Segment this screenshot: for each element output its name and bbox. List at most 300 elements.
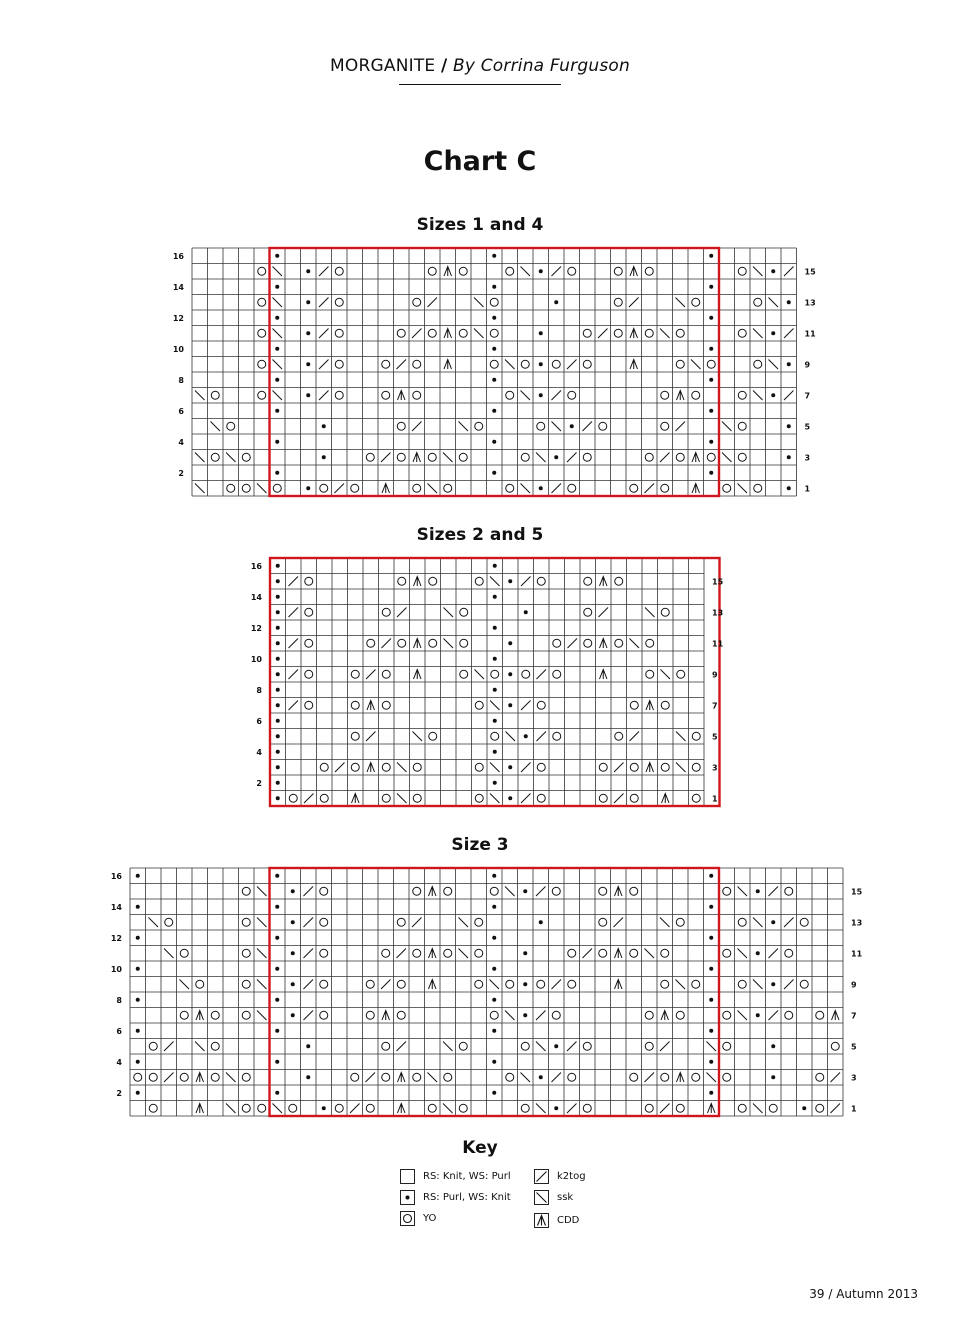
purl-stitch: [756, 1013, 760, 1017]
yo-stitch: [661, 608, 669, 616]
yo-stitch: [429, 639, 437, 647]
purl-stitch: [136, 1060, 140, 1064]
purl-stitch: [771, 920, 775, 924]
row-number-right: 1: [851, 1104, 857, 1114]
k2tog-stitch: [537, 732, 547, 742]
ssk-stitch: [149, 918, 159, 928]
purl-stitch: [275, 998, 279, 1002]
purl-stitch: [523, 951, 527, 955]
k2tog-stitch: [412, 329, 422, 339]
row-number-right: 5: [804, 422, 811, 432]
purl-stitch: [508, 641, 512, 645]
ssk-stitch: [490, 794, 500, 804]
purl-stitch: [276, 703, 280, 707]
yo-stitch: [242, 453, 250, 461]
purl-stitch: [493, 657, 497, 661]
purl-stitch: [276, 657, 280, 661]
ssk-stitch: [661, 670, 671, 680]
yo-stitch: [351, 1073, 359, 1081]
k2tog-stitch: [521, 701, 531, 711]
yo-stitch: [661, 391, 669, 399]
k2tog-stitch: [614, 794, 624, 804]
yo-stitch: [444, 887, 452, 895]
purl-stitch: [787, 424, 791, 428]
row-number-left: 8: [178, 375, 184, 385]
k2tog-stitch: [552, 1073, 562, 1083]
cdd-stitch: [382, 484, 390, 494]
cdd-stitch: [662, 794, 670, 804]
k2tog-stitch: [831, 1104, 841, 1114]
cdd-stitch: [413, 453, 421, 463]
ssk-stitch: [506, 732, 516, 742]
yo-stitch: [320, 918, 328, 926]
k2tog-stitch: [366, 670, 376, 680]
cdd-stitch: [444, 360, 452, 370]
yo-stitch: [521, 453, 529, 461]
ssk-stitch: [397, 763, 407, 773]
purl-stitch: [276, 564, 280, 568]
yo-stitch: [165, 918, 173, 926]
yo-stitch: [305, 577, 313, 585]
ssk-stitch: [753, 267, 763, 277]
cdd-stitch: [646, 701, 654, 711]
key-item-ssk: [534, 1189, 573, 1205]
yo-stitch: [149, 1042, 157, 1050]
yo-stitch: [460, 639, 468, 647]
purl-stitch: [709, 285, 713, 289]
purl-stitch: [275, 471, 279, 475]
k2tog-stitch: [304, 980, 314, 990]
key-item-knit: [400, 1168, 511, 1184]
purl-stitch: [136, 998, 140, 1002]
k2tog-stitch: [552, 267, 562, 277]
yo-stitch: [552, 360, 560, 368]
cdd-stitch: [692, 484, 700, 494]
yo-stitch: [645, 1042, 653, 1050]
yo-stitch: [614, 298, 622, 306]
purl-stitch: [554, 300, 558, 304]
purl-stitch: [492, 409, 496, 413]
purl-stitch: [802, 1106, 806, 1110]
purl-stitch: [276, 626, 280, 630]
row-number-left: 16: [250, 561, 262, 571]
yo-stitch: [413, 794, 421, 802]
purl-stitch: [276, 750, 280, 754]
yo-stitch: [413, 391, 421, 399]
issue-name: Autumn 2013: [836, 1287, 918, 1301]
yo-stitch: [553, 639, 561, 647]
yo-stitch: [351, 763, 359, 771]
yo-stitch: [397, 918, 405, 926]
purl-stitch: [771, 1075, 775, 1079]
purl-stitch: [275, 936, 279, 940]
purl-stitch: [492, 285, 496, 289]
row-number-right: 11: [851, 949, 863, 959]
cdd-stitch: [444, 267, 452, 277]
yo-stitch: [320, 763, 328, 771]
yo-stitch: [366, 1104, 374, 1112]
purl-stitch: [771, 331, 775, 335]
yo-stitch: [305, 639, 313, 647]
purl-stitch: [492, 440, 496, 444]
purl-stitch: [756, 889, 760, 893]
cdd-stitch: [630, 360, 638, 370]
ssk-stitch: [443, 1104, 453, 1114]
yo-stitch: [366, 1011, 374, 1019]
header-divider: [399, 84, 561, 85]
k2tog-stitch: [521, 794, 531, 804]
ssk-stitch: [676, 732, 686, 742]
cdd-stitch: [414, 577, 422, 587]
purl-stitch: [570, 424, 574, 428]
yo-stitch: [320, 1011, 328, 1019]
row-number-left: 10: [110, 964, 122, 974]
yo-stitch: [397, 422, 405, 430]
ssk-stitch: [769, 298, 779, 308]
k2tog-stitch: [304, 1011, 314, 1021]
k2tog-stitch: [567, 453, 577, 463]
k2tog-stitch: [319, 360, 329, 370]
k2tog-stitch: [412, 422, 422, 432]
yo-stitch: [723, 949, 731, 957]
purl-stitch: [136, 936, 140, 940]
yo-stitch: [305, 608, 313, 616]
ssk-stitch: [536, 1104, 546, 1114]
ssk-stitch: [443, 453, 453, 463]
yo-stitch: [459, 1042, 467, 1050]
k2tog-stitch: [567, 360, 577, 370]
yo-stitch: [211, 453, 219, 461]
ssk-stitch: [273, 391, 283, 401]
yo-stitch: [661, 949, 669, 957]
k2tog-stitch: [583, 422, 593, 432]
purl-stitch: [771, 269, 775, 273]
cdd-stitch: [196, 1011, 204, 1021]
row-number-right: 7: [851, 1011, 857, 1021]
yo-stitch: [227, 422, 235, 430]
dot-icon: [400, 1190, 415, 1205]
yo-stitch: [444, 1073, 452, 1081]
ssk-stitch: [273, 360, 283, 370]
k2tog-stitch: [784, 918, 794, 928]
purl-stitch: [275, 874, 279, 878]
ssk-stitch: [180, 980, 190, 990]
k2tog-stitch: [289, 577, 299, 587]
yo-stitch: [475, 949, 483, 957]
yo-stitch: [676, 918, 684, 926]
purl-stitch: [709, 1091, 713, 1095]
yo-stitch: [382, 360, 390, 368]
yo-stitch: [490, 887, 498, 895]
row-number-left: 16: [110, 871, 122, 881]
yo-stitch: [645, 1011, 653, 1019]
cdd-stitch: [708, 1104, 716, 1114]
page-footer: [809, 1287, 918, 1301]
purl-stitch: [554, 455, 558, 459]
yo-stitch: [816, 1011, 824, 1019]
purl-stitch: [291, 920, 295, 924]
yo-stitch: [521, 360, 529, 368]
cdd-stitch: [429, 887, 437, 897]
k2tog-stitch: [304, 794, 314, 804]
ssk-stitch: [738, 484, 748, 494]
purl-stitch: [275, 440, 279, 444]
cdd-stitch: [615, 887, 623, 897]
row-number-left: 12: [110, 933, 122, 943]
k2tog-stitch: [567, 1104, 577, 1114]
yo-stitch: [568, 484, 576, 492]
yo-stitch: [475, 577, 483, 585]
yo-stitch: [661, 763, 669, 771]
ssk-stitch: [397, 794, 407, 804]
yo-stitch: [583, 453, 591, 461]
yo-stitch: [351, 670, 359, 678]
k2tog-stitch: [289, 701, 299, 711]
purl-stitch: [492, 905, 496, 909]
row-number-left: 12: [172, 313, 184, 323]
yo-stitch: [382, 763, 390, 771]
ssk-stitch: [505, 887, 515, 897]
yo-stitch: [242, 484, 250, 492]
yo-stitch: [615, 732, 623, 740]
yo-stitch: [646, 670, 654, 678]
k2tog-stitch: [335, 763, 345, 773]
purl-stitch: [539, 393, 543, 397]
purl-stitch: [276, 610, 280, 614]
purl-stitch: [539, 1075, 543, 1079]
k2tog-stitch: [552, 391, 562, 401]
cdd-stitch: [832, 1011, 840, 1021]
purl-stitch: [276, 579, 280, 583]
yo-stitch: [366, 453, 374, 461]
yo-stitch: [382, 1042, 390, 1050]
yo-stitch: [211, 1011, 219, 1019]
k2tog-stitch: [289, 639, 299, 649]
ssk-stitch: [428, 1073, 438, 1083]
k2tog-stitch: [304, 887, 314, 897]
yo-stitch: [273, 484, 281, 492]
row-number-left: 6: [178, 406, 184, 416]
ssk-stitch: [490, 701, 500, 711]
k2tog-stitch: [583, 949, 593, 959]
yo-stitch: [459, 267, 467, 275]
yo-stitch: [506, 267, 514, 275]
ssk-stitch: [753, 329, 763, 339]
yo-stitch: [460, 608, 468, 616]
ssk-stitch: [738, 887, 748, 897]
yo-stitch: [367, 639, 375, 647]
yo-stitch: [305, 701, 313, 709]
purl-stitch: [306, 362, 310, 366]
ssk-stitch: [521, 267, 531, 277]
designer-byline: By Corrina Furguson: [453, 56, 630, 76]
cdd-stitch: [600, 639, 608, 649]
yo-stitch: [676, 329, 684, 337]
yo-stitch: [738, 980, 746, 988]
yo-stitch: [320, 949, 328, 957]
yo-stitch: [475, 422, 483, 430]
yo-stitch: [630, 484, 638, 492]
yo-stitch: [258, 267, 266, 275]
cdd-stitch: [398, 1073, 406, 1083]
yo-stitch: [459, 453, 467, 461]
k2tog-stitch: [335, 484, 345, 494]
ssk-stitch: [490, 980, 500, 990]
circle-icon: [400, 1211, 415, 1226]
ssk-stitch: [521, 484, 531, 494]
ssk-stitch: [226, 1073, 236, 1083]
yo-stitch: [661, 484, 669, 492]
yo-stitch: [723, 1042, 731, 1050]
yo-stitch: [211, 1042, 219, 1050]
yo-stitch: [413, 763, 421, 771]
yo-stitch: [754, 484, 762, 492]
k2tog-stitch: [645, 1073, 655, 1083]
k2tog-stitch: [428, 298, 438, 308]
ssk-stitch: [753, 980, 763, 990]
purl-stitch: [291, 982, 295, 986]
k2tog-stitch: [599, 608, 609, 618]
cdd-stitch: [414, 639, 422, 649]
yo-stitch: [180, 1073, 188, 1081]
k2tog-stitch: [304, 949, 314, 959]
ssk-stitch: [257, 887, 267, 897]
purl-stitch: [709, 316, 713, 320]
yo-stitch: [537, 763, 545, 771]
key-label-purl: RS: Purl, WS: Knit: [423, 1191, 511, 1203]
purl-stitch: [709, 998, 713, 1002]
yo-stitch: [413, 1073, 421, 1081]
ssk-stitch: [505, 1011, 515, 1021]
row-number-right: 15: [712, 577, 724, 587]
cdd-stitch: [661, 1011, 669, 1021]
yo-stitch: [382, 949, 390, 957]
ssk-stitch: [195, 391, 205, 401]
yo-stitch: [583, 1104, 591, 1112]
yo-stitch: [723, 887, 731, 895]
purl-stitch: [276, 765, 280, 769]
yo-stitch: [506, 484, 514, 492]
ssk-stitch: [257, 949, 267, 959]
yo-stitch: [227, 484, 235, 492]
yo-stitch: [630, 887, 638, 895]
yo-stitch: [568, 391, 576, 399]
yo-stitch: [599, 422, 607, 430]
purl-stitch: [136, 1029, 140, 1033]
purl-stitch: [787, 455, 791, 459]
yo-stitch: [475, 763, 483, 771]
cdd-stitch: [600, 577, 608, 587]
yo-stitch: [630, 701, 638, 709]
purl-stitch: [306, 300, 310, 304]
yo-stitch: [475, 701, 483, 709]
k2tog-stitch: [784, 329, 794, 339]
yo-stitch: [289, 1104, 297, 1112]
purl-stitch: [276, 796, 280, 800]
purl-stitch: [539, 269, 543, 273]
yo-stitch: [429, 577, 437, 585]
cdd-stitch: [382, 1011, 390, 1021]
yo-stitch: [320, 980, 328, 988]
cdd-stitch: [429, 949, 437, 959]
yo-stitch: [738, 422, 746, 430]
purl-stitch: [276, 672, 280, 676]
yo-stitch: [351, 484, 359, 492]
yo-stitch: [537, 577, 545, 585]
yo-stitch: [785, 949, 793, 957]
purl-stitch: [709, 471, 713, 475]
key-label-cdd: CDD: [557, 1214, 580, 1226]
yo-stitch: [692, 763, 700, 771]
yo-stitch: [475, 980, 483, 988]
row-number-right: 5: [851, 1042, 857, 1052]
ssk-stitch: [676, 980, 686, 990]
yo-stitch: [490, 329, 498, 337]
row-number-left: 4: [256, 747, 262, 757]
yo-stitch: [180, 1011, 188, 1019]
purl-stitch: [306, 486, 310, 490]
yo-stitch: [723, 484, 731, 492]
purl-stitch: [276, 595, 280, 599]
purl-stitch: [524, 610, 528, 614]
purl-stitch: [523, 889, 527, 893]
knitting-chart-sizes-1-and-4: [160, 240, 820, 502]
purl-stitch: [709, 874, 713, 878]
purl-stitch: [492, 998, 496, 1002]
yo-stitch: [444, 949, 452, 957]
purl-stitch: [508, 672, 512, 676]
k2tog-stitch: [412, 918, 422, 928]
yo-stitch: [382, 391, 390, 399]
yo-stitch: [242, 980, 250, 988]
purl-stitch: [709, 1060, 713, 1064]
ssk-stitch: [257, 484, 267, 494]
ssk-stitch: [707, 1042, 717, 1052]
ssk-stitch: [459, 918, 469, 928]
k2tog-stitch: [397, 1042, 407, 1052]
purl-stitch: [508, 765, 512, 769]
yo-stitch: [335, 391, 343, 399]
purl-stitch: [275, 316, 279, 320]
k2tog-stitch: [319, 329, 329, 339]
row-number-right: 1: [804, 484, 811, 494]
yo-stitch: [537, 980, 545, 988]
yo-stitch: [382, 608, 390, 616]
yo-stitch: [413, 360, 421, 368]
yo-stitch: [320, 484, 328, 492]
footer-slash: /: [828, 1287, 833, 1301]
ssk-stitch: [676, 298, 686, 308]
purl-stitch: [709, 967, 713, 971]
cdd-stitch: [615, 949, 623, 959]
yo-stitch: [692, 794, 700, 802]
yo-stitch: [211, 391, 219, 399]
yo-stitch: [335, 298, 343, 306]
k2tog-stitch: [319, 267, 329, 277]
ssk-stitch: [722, 422, 732, 432]
yo-stitch: [614, 267, 622, 275]
yo-stitch: [398, 639, 406, 647]
k2tog-stitch: [521, 763, 531, 773]
yo-stitch: [676, 1011, 684, 1019]
k2tog-stitch: [381, 980, 391, 990]
key-item-k2tog: [534, 1168, 586, 1184]
yo-stitch: [351, 701, 359, 709]
row-number-left: 10: [250, 654, 262, 664]
row-number-left: 6: [116, 1026, 122, 1036]
row-number-left: 4: [178, 437, 184, 447]
purl-stitch: [539, 362, 543, 366]
